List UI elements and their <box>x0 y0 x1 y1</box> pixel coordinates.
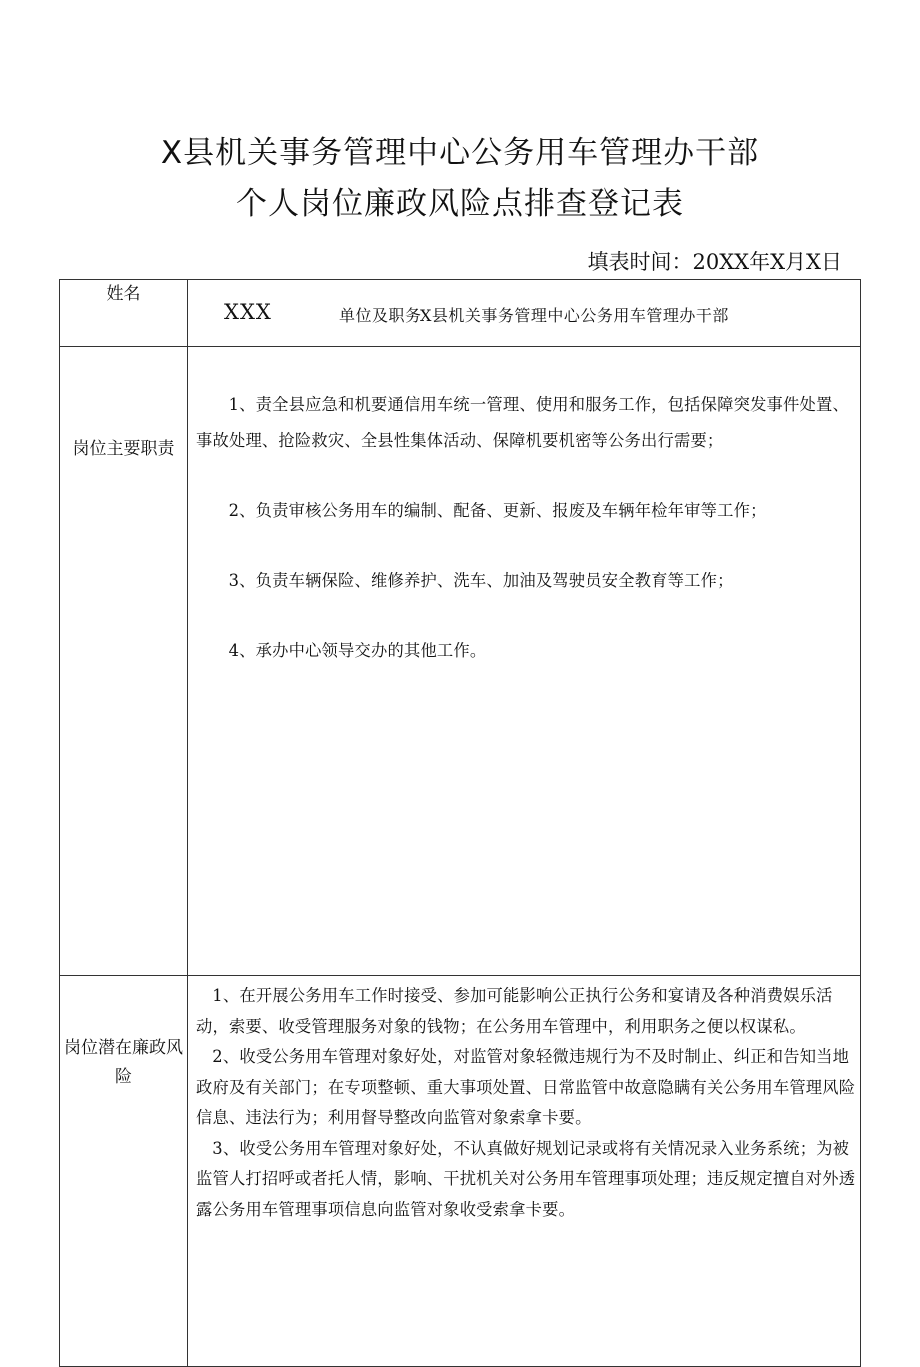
duty-label: 岗位主要职责 <box>60 347 188 976</box>
duty-item: 4、承办中心领导交办的其他工作。 <box>228 641 487 660</box>
risk-item: 3、收受公务用车管理对象好处，不认真做好规划记录或将有关情况录入业务系统；为被监管人打招呼或者托人情，影响、干扰机关对公务用车管理事项处理；违反规定擅自对外透露公务用车管理事项信息向监管对象收受索拿卡要。 <box>196 1138 856 1219</box>
unit-label: 单位及职务 <box>339 306 422 325</box>
name-value: XXX <box>224 300 272 324</box>
risk-row <box>60 976 861 1367</box>
name-row <box>60 280 861 347</box>
fill-date: 填表时间：20XX年X月X日 <box>587 250 842 274</box>
name-label: 姓名 <box>60 280 188 347</box>
duty-item: 2、负责审核公务用车的编制、配备、更新、报废及车辆年检年审等工作； <box>228 501 767 520</box>
duty-cell <box>188 347 861 976</box>
duty-row <box>60 347 861 976</box>
risk-item: 2、收受公务用车管理对象好处，对监管对象轻微违规行为不及时制止、纠正和告知当地政府及有关部门；在专项整顿、重大事项处置、日常监管中故意隐瞒有关公务用车管理风险信息、违法行为；利用督导整改向监管对象索拿卡要。 <box>196 1047 856 1127</box>
document-title-line-1: X县机关事务管理中心公务用车管理办干部 <box>160 135 760 171</box>
risk-cell <box>188 976 861 1367</box>
duty-item: 1、责全县应急和机要通信用车统一管理、使用和服务工作，包括保障突发事件处置、事故处理、抢险救灾、全县性集体活动、保障机要机密等公务出行需要； <box>196 395 849 450</box>
document-title-line-2: 个人岗位廉政风险点排查登记表 <box>236 186 684 222</box>
registration-table <box>59 279 861 1367</box>
name-unit-cell <box>188 280 861 347</box>
unit-value: X县机关事务管理中心公务用车管理办干部 <box>420 306 729 325</box>
duty-item: 3、负责车辆保险、维修养护、洗车、加油及驾驶员安全教育等工作； <box>228 571 734 590</box>
risk-label: 岗位潜在廉政风险 <box>60 976 188 1367</box>
risk-item: 1、在开展公务用车工作时接受、参加可能影响公正执行公务和宴请及各种消费娱乐活动，索要、收受管理服务对象的钱物；在公务用车管理中，利用职务之便以权谋私。 <box>196 986 833 1036</box>
